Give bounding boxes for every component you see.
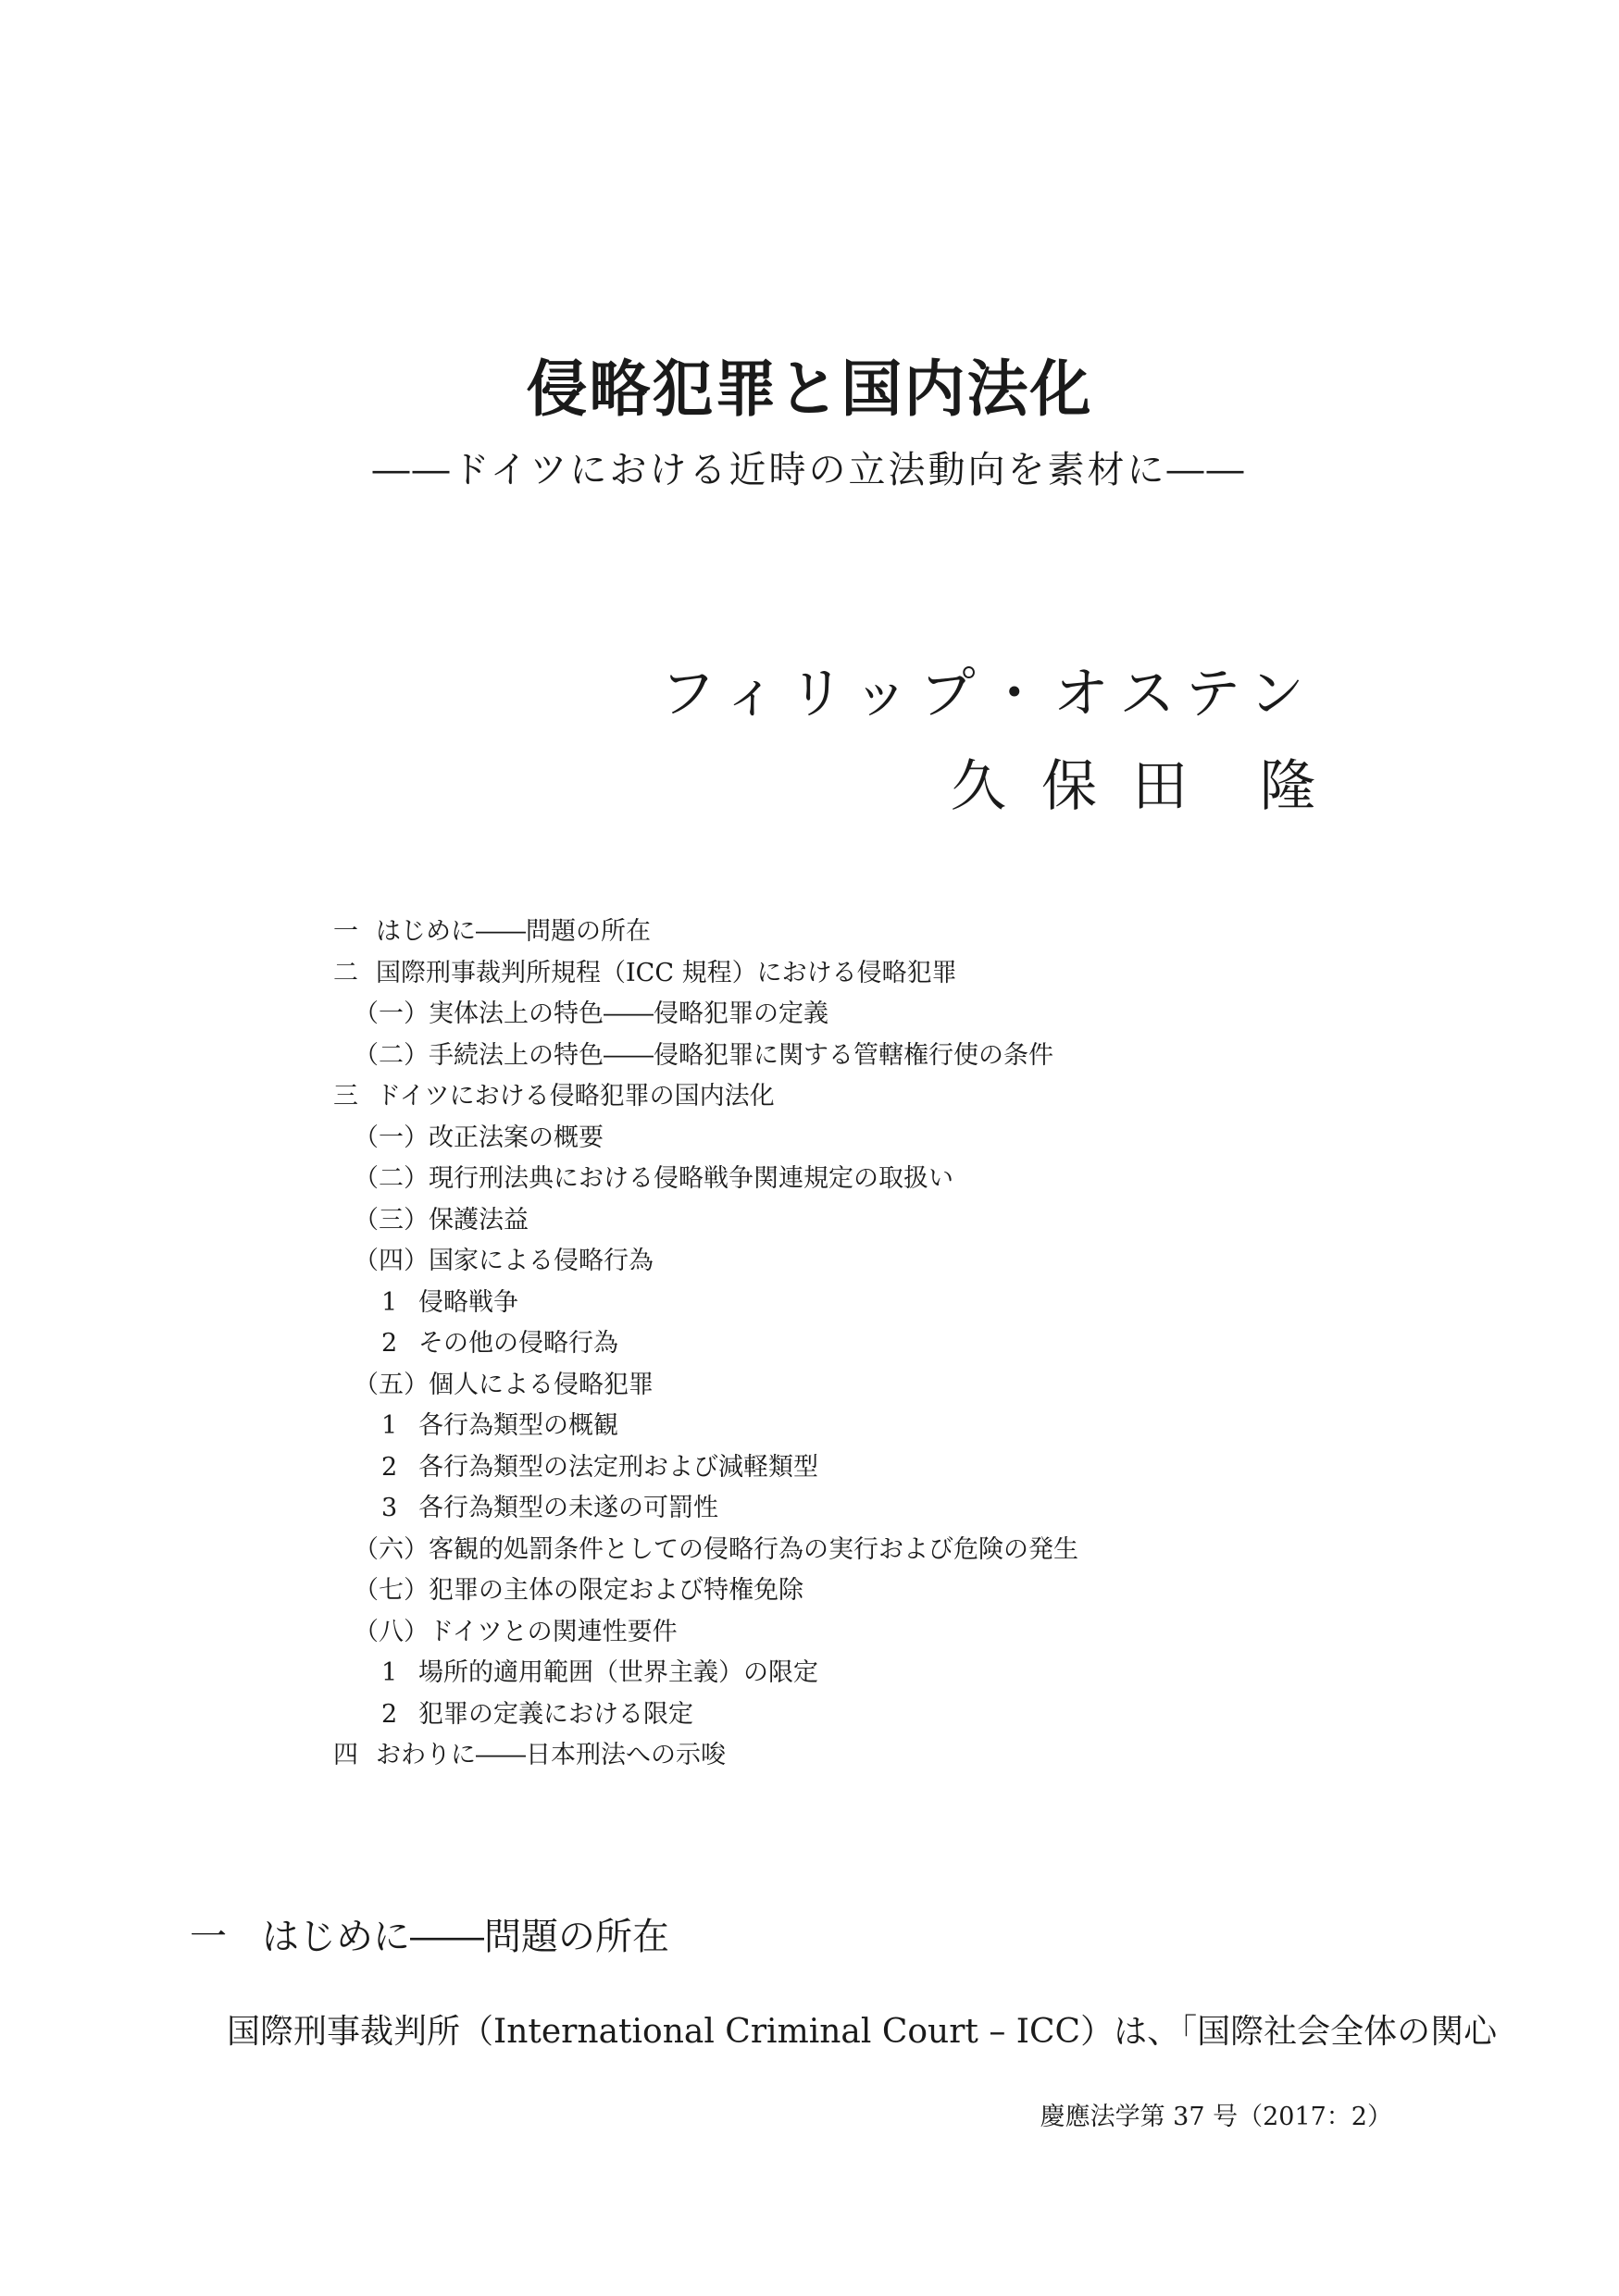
toc-item: [333, 1283, 1351, 1324]
paper-title: 侵略犯罪と国内法化: [526, 353, 1093, 425]
toc-item: [333, 1241, 1351, 1283]
toc-item-text: 個人による侵略犯罪: [429, 1370, 654, 1399]
toc-item: [333, 1200, 1351, 1242]
toc-item: [333, 1323, 1351, 1365]
author-name-1: フィリップ・オステン: [660, 662, 1315, 726]
toc-item-number: （五）: [354, 1370, 429, 1399]
toc-item-text: はじめに――問題の所在: [376, 917, 651, 946]
toc-item-number: 2: [381, 1452, 398, 1482]
toc-item-number: 四: [333, 1741, 358, 1769]
toc-item-text: 国際刑事裁判所規程（ICC 規程）における侵略犯罪: [376, 958, 957, 987]
toc-item-text: おわりに――日本刑法への示唆: [376, 1741, 726, 1769]
toc-item-text: ドイツにおける侵略犯罪の国内法化: [376, 1082, 775, 1111]
toc-item-number: 一: [333, 917, 358, 946]
toc-item-text: 犯罪の定義における限定: [418, 1699, 693, 1729]
toc-item-text: 国家による侵略行為: [429, 1247, 654, 1275]
toc-item-number: （七）: [354, 1576, 429, 1605]
toc-item-number: （一）: [354, 1123, 429, 1152]
toc-item-text: 手続法上の特色――侵略犯罪に関する管轄権行使の条件: [429, 1040, 1053, 1070]
toc-item: [333, 1076, 1351, 1118]
toc-item: [333, 1365, 1351, 1407]
toc-item-number: 2: [381, 1699, 398, 1729]
author-name-2-part: 久: [951, 754, 1006, 819]
author-name-2-part: 田: [1132, 754, 1188, 819]
toc-item-number: （三）: [354, 1205, 429, 1235]
toc-item-text: 各行為類型の概観: [418, 1411, 618, 1440]
toc-item: [333, 1570, 1351, 1612]
toc-item-number: （六）: [354, 1534, 429, 1564]
toc-item-number: 1: [381, 1658, 398, 1687]
toc-item-text: ドイツとの関連性要件: [429, 1617, 678, 1646]
toc-item-number: （八）: [354, 1617, 429, 1646]
toc-item-number: 3: [381, 1494, 398, 1522]
author-name-2-part: 隆: [1260, 754, 1315, 819]
toc-item: [333, 1159, 1351, 1200]
body-paragraph: 国際刑事裁判所（International Criminal Court – ICC）は、「国際社会全体の関心: [227, 2013, 1498, 2051]
toc-item: [333, 953, 1351, 995]
toc-item-text: 客観的処罰条件としての侵略行為の実行および危険の発生: [429, 1534, 1078, 1564]
toc-item: [333, 1488, 1351, 1530]
toc-item-number: 三: [333, 1082, 358, 1111]
toc-item-text: 場所的適用範囲（世界主義）の限定: [418, 1658, 818, 1687]
toc-item: [333, 912, 1351, 953]
toc-item: [333, 1036, 1351, 1077]
toc-item-text: 実体法上の特色――侵略犯罪の定義: [429, 999, 828, 1028]
toc-item: [333, 1694, 1351, 1736]
toc-item-text: その他の侵略行為: [418, 1329, 618, 1358]
toc-item-text: 犯罪の主体の限定および特権免除: [429, 1576, 803, 1605]
author-name-2: [660, 740, 1315, 833]
toc-item: [333, 994, 1351, 1036]
toc-item: [333, 1118, 1351, 1160]
toc-item: [333, 1612, 1351, 1654]
author-name-2-part: 保: [1041, 754, 1097, 819]
toc-item-number: 二: [333, 958, 358, 987]
toc-item-number: （一）: [354, 999, 429, 1028]
toc-item-text: 各行為類型の法定刑および減軽類型: [418, 1452, 818, 1482]
toc-item-text: 改正法案の概要: [429, 1123, 604, 1152]
toc-item-number: 2: [381, 1329, 398, 1358]
toc-item-number: （二）: [354, 1164, 429, 1193]
toc-item: [333, 1406, 1351, 1447]
paper-subtitle: ――ドイツにおける近時の立法動向を素材に――: [372, 449, 1247, 491]
toc-item-text: 侵略戦争: [418, 1287, 518, 1317]
toc-item-number: 1: [381, 1411, 398, 1440]
toc-item-text: 現行刑法典における侵略戦争関連規定の取扱い: [429, 1164, 953, 1193]
toc-item: [333, 1530, 1351, 1571]
section-number: 一: [190, 1916, 227, 1958]
section-title: はじめに――問題の所在: [262, 1916, 669, 1958]
toc-item-text: 各行為類型の未遂の可罰性: [418, 1494, 718, 1522]
toc-item-number: （二）: [354, 1040, 429, 1070]
toc-item: [333, 1653, 1351, 1694]
toc-item: [333, 1447, 1351, 1489]
author-block: [660, 648, 1315, 833]
table-of-contents: [333, 912, 1351, 1777]
toc-item-number: （四）: [354, 1247, 429, 1275]
toc-item-text: 保護法益: [429, 1205, 529, 1235]
toc-item: [333, 1735, 1351, 1777]
section-heading: [190, 1911, 669, 1963]
journal-citation-footer: 慶應法学第 37 号（2017：2）: [1040, 2103, 1392, 2131]
toc-item-number: 1: [381, 1287, 398, 1317]
